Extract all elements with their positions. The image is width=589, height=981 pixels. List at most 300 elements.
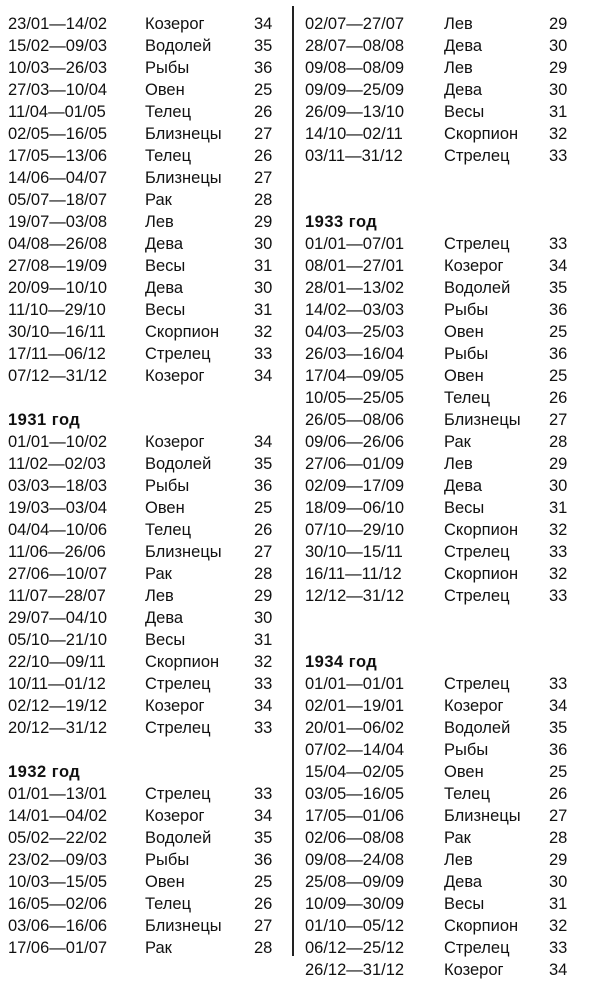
zodiac-sign: Козерог xyxy=(444,257,504,275)
sign-number: 34 xyxy=(549,961,568,979)
sign-number: 25 xyxy=(254,81,273,99)
zodiac-sign: Рыбы xyxy=(444,741,489,759)
zodiac-sign: Дева xyxy=(145,235,184,253)
sign-number: 27 xyxy=(254,169,273,187)
table-row xyxy=(8,673,280,695)
date-range: 27/08—19/09 xyxy=(8,257,108,275)
zodiac-sign: Водолей xyxy=(145,829,212,847)
table-row xyxy=(305,453,583,475)
zodiac-sign: Рак xyxy=(444,433,471,451)
row-spacer xyxy=(8,387,280,409)
zodiac-sign: Скорпион xyxy=(444,521,519,539)
date-range: 02/06—08/08 xyxy=(305,829,405,847)
zodiac-sign: Стрелец xyxy=(444,235,510,253)
zodiac-sign: Весы xyxy=(145,301,186,319)
date-range: 07/12—31/12 xyxy=(8,367,108,385)
table-row xyxy=(8,849,280,871)
date-range: 28/07—08/08 xyxy=(305,37,405,55)
sign-number: 31 xyxy=(254,257,273,275)
table-row xyxy=(8,123,280,145)
date-range: 05/07—18/07 xyxy=(8,191,108,209)
table-row xyxy=(305,695,583,717)
zodiac-sign: Рыбы xyxy=(444,301,489,319)
zodiac-sign: Близнецы xyxy=(444,411,521,429)
date-range: 11/02—02/03 xyxy=(8,455,106,473)
sign-number: 29 xyxy=(254,587,273,605)
date-range: 17/05—13/06 xyxy=(8,147,108,165)
sign-number: 34 xyxy=(549,257,568,275)
table-row xyxy=(305,783,583,805)
sign-number: 28 xyxy=(254,939,273,957)
column-divider xyxy=(292,6,294,956)
date-range: 15/02—09/03 xyxy=(8,37,108,55)
sign-number: 28 xyxy=(549,433,568,451)
table-row xyxy=(305,937,583,959)
sign-number: 26 xyxy=(549,389,568,407)
date-range: 20/09—10/10 xyxy=(8,279,108,297)
zodiac-sign: Лев xyxy=(444,59,473,77)
sign-number: 36 xyxy=(549,301,568,319)
date-range: 17/04—09/05 xyxy=(305,367,405,385)
date-range: 17/05—01/06 xyxy=(305,807,405,825)
table-row xyxy=(8,431,280,453)
date-range: 27/06—01/09 xyxy=(305,455,405,473)
table-row xyxy=(305,101,583,123)
date-range: 04/08—26/08 xyxy=(8,235,108,253)
date-range: 11/07—28/07 xyxy=(8,587,106,605)
zodiac-sign: Телец xyxy=(145,521,192,539)
sign-number: 33 xyxy=(254,785,273,803)
zodiac-sign: Козерог xyxy=(145,807,205,825)
sign-number: 26 xyxy=(254,895,273,913)
date-range: 17/06—01/07 xyxy=(8,939,108,957)
table-row xyxy=(305,519,583,541)
zodiac-sign: Овен xyxy=(145,499,185,517)
sign-number: 36 xyxy=(549,345,568,363)
date-range: 17/11—06/12 xyxy=(8,345,106,363)
row-spacer xyxy=(305,167,583,189)
table-row xyxy=(8,35,280,57)
zodiac-sign: Козерог xyxy=(145,15,205,33)
date-range: 10/03—26/03 xyxy=(8,59,108,77)
table-row xyxy=(305,387,583,409)
date-range: 14/01—04/02 xyxy=(8,807,108,825)
date-range: 30/10—15/11 xyxy=(305,543,403,561)
sign-number: 27 xyxy=(254,917,273,935)
table-row xyxy=(305,563,583,585)
zodiac-sign: Рыбы xyxy=(145,851,190,869)
table-row xyxy=(305,541,583,563)
row-spacer xyxy=(305,607,583,629)
date-range: 10/03—15/05 xyxy=(8,873,108,891)
date-range: 06/12—25/12 xyxy=(305,939,405,957)
zodiac-sign: Лев xyxy=(444,15,473,33)
sign-number: 31 xyxy=(549,895,568,913)
sign-number: 36 xyxy=(254,59,273,77)
date-range: 23/01—14/02 xyxy=(8,15,108,33)
table-row xyxy=(305,915,583,937)
table-row xyxy=(305,321,583,343)
date-range: 27/06—10/07 xyxy=(8,565,108,583)
table-row xyxy=(8,871,280,893)
sign-number: 36 xyxy=(254,851,273,869)
sign-number: 34 xyxy=(254,433,273,451)
date-range: 11/04—01/05 xyxy=(8,103,106,121)
sign-number: 30 xyxy=(254,609,273,627)
date-range: 10/05—25/05 xyxy=(305,389,405,407)
sign-number: 27 xyxy=(254,543,273,561)
zodiac-sign: Близнецы xyxy=(145,125,222,143)
date-range: 10/09—30/09 xyxy=(305,895,405,913)
table-row xyxy=(305,409,583,431)
table-row xyxy=(8,321,280,343)
sign-number: 26 xyxy=(254,103,273,121)
zodiac-sign: Стрелец xyxy=(444,587,510,605)
date-range: 04/04—10/06 xyxy=(8,521,108,539)
sign-number: 25 xyxy=(254,499,273,517)
zodiac-sign: Овен xyxy=(145,81,185,99)
left-column xyxy=(8,13,280,959)
table-row xyxy=(305,475,583,497)
table-row xyxy=(8,145,280,167)
table-row xyxy=(305,871,583,893)
year-heading: 1931 год xyxy=(8,411,81,429)
date-range: 20/01—06/02 xyxy=(305,719,405,737)
sign-number: 33 xyxy=(549,939,568,957)
table-row xyxy=(305,827,583,849)
sign-number: 26 xyxy=(254,521,273,539)
sign-number: 33 xyxy=(549,147,568,165)
table-row xyxy=(8,101,280,123)
table-row xyxy=(8,299,280,321)
date-range: 02/01—19/01 xyxy=(305,697,405,715)
table-row xyxy=(305,761,583,783)
sign-number: 30 xyxy=(254,235,273,253)
zodiac-sign: Весы xyxy=(444,499,485,517)
date-range: 02/09—17/09 xyxy=(305,477,405,495)
zodiac-sign: Стрелец xyxy=(444,147,510,165)
sign-number: 32 xyxy=(254,323,273,341)
table-row xyxy=(8,563,280,585)
zodiac-sign: Дева xyxy=(444,873,483,891)
zodiac-sign: Рак xyxy=(145,939,172,957)
table-row xyxy=(8,607,280,629)
date-range: 16/11—11/12 xyxy=(305,565,402,583)
zodiac-sign: Козерог xyxy=(444,961,504,979)
zodiac-sign: Стрелец xyxy=(145,675,211,693)
table-row xyxy=(8,585,280,607)
date-range: 04/03—25/03 xyxy=(305,323,405,341)
table-row xyxy=(305,145,583,167)
zodiac-sign: Телец xyxy=(444,389,491,407)
date-range: 28/01—13/02 xyxy=(305,279,405,297)
date-range: 16/05—02/06 xyxy=(8,895,108,913)
sign-number: 29 xyxy=(549,455,568,473)
zodiac-sign: Стрелец xyxy=(145,345,211,363)
zodiac-sign: Лев xyxy=(145,587,174,605)
zodiac-sign: Скорпион xyxy=(444,565,519,583)
zodiac-sign: Водолей xyxy=(145,455,212,473)
table-row xyxy=(8,695,280,717)
date-range: 01/01—07/01 xyxy=(305,235,405,253)
sign-number: 28 xyxy=(254,191,273,209)
table-row xyxy=(8,255,280,277)
date-range: 01/01—13/01 xyxy=(8,785,108,803)
table-row xyxy=(8,827,280,849)
zodiac-sign: Дева xyxy=(444,477,483,495)
date-range: 03/06—16/06 xyxy=(8,917,108,935)
zodiac-sign: Лев xyxy=(444,851,473,869)
table-row xyxy=(305,497,583,519)
zodiac-sign: Овен xyxy=(444,323,484,341)
date-range: 11/06—26/06 xyxy=(8,543,106,561)
zodiac-sign: Скорпион xyxy=(444,125,519,143)
zodiac-sign: Дева xyxy=(145,609,184,627)
year-heading: 1932 год xyxy=(8,763,81,781)
table-row xyxy=(305,79,583,101)
zodiac-sign: Козерог xyxy=(145,433,205,451)
zodiac-sign: Лев xyxy=(145,213,174,231)
table-row xyxy=(305,299,583,321)
zodiac-sign: Козерог xyxy=(145,697,205,715)
date-range: 01/10—05/12 xyxy=(305,917,405,935)
date-range: 05/02—22/02 xyxy=(8,829,108,847)
date-range: 11/10—29/10 xyxy=(8,301,106,319)
date-range: 19/03—03/04 xyxy=(8,499,108,517)
date-range: 29/07—04/10 xyxy=(8,609,108,627)
table-row xyxy=(305,893,583,915)
zodiac-sign: Козерог xyxy=(444,697,504,715)
zodiac-sign: Дева xyxy=(444,37,483,55)
date-range: 03/11—31/12 xyxy=(305,147,403,165)
sign-number: 26 xyxy=(549,785,568,803)
sign-number: 27 xyxy=(549,411,568,429)
zodiac-sign: Дева xyxy=(444,81,483,99)
sign-number: 33 xyxy=(254,345,273,363)
zodiac-sign: Дева xyxy=(145,279,184,297)
sign-number: 33 xyxy=(254,719,273,737)
zodiac-sign: Телец xyxy=(145,103,192,121)
date-range: 22/10—09/11 xyxy=(8,653,106,671)
sign-number: 28 xyxy=(254,565,273,583)
date-range: 01/01—10/02 xyxy=(8,433,108,451)
sign-number: 29 xyxy=(254,213,273,231)
date-range: 09/06—26/06 xyxy=(305,433,405,451)
table-row xyxy=(8,783,280,805)
date-range: 10/11—01/12 xyxy=(8,675,106,693)
date-range: 26/03—16/04 xyxy=(305,345,405,363)
table-row xyxy=(305,35,583,57)
zodiac-sign: Близнецы xyxy=(145,169,222,187)
date-range: 26/09—13/10 xyxy=(305,103,405,121)
sign-number: 35 xyxy=(549,279,568,297)
zodiac-sign: Скорпион xyxy=(444,917,519,935)
zodiac-sign: Стрелец xyxy=(145,719,211,737)
date-range: 26/12—31/12 xyxy=(305,961,405,979)
row-spacer xyxy=(305,629,583,651)
zodiac-sign: Овен xyxy=(145,873,185,891)
zodiac-sign: Овен xyxy=(444,763,484,781)
table-row xyxy=(305,57,583,79)
zodiac-sign: Лев xyxy=(444,455,473,473)
zodiac-sign: Скорпион xyxy=(145,653,220,671)
sign-number: 30 xyxy=(549,477,568,495)
table-row xyxy=(8,497,280,519)
sign-number: 25 xyxy=(549,323,568,341)
sign-number: 32 xyxy=(549,565,568,583)
date-range: 07/10—29/10 xyxy=(305,521,405,539)
zodiac-sign: Водолей xyxy=(444,719,511,737)
table-row xyxy=(8,79,280,101)
date-range: 02/05—16/05 xyxy=(8,125,108,143)
zodiac-sign: Весы xyxy=(145,257,186,275)
table-row xyxy=(8,453,280,475)
table-row xyxy=(8,893,280,915)
zodiac-sign: Близнецы xyxy=(145,917,222,935)
date-range: 02/07—27/07 xyxy=(305,15,405,33)
table-row xyxy=(8,915,280,937)
zodiac-sign: Рыбы xyxy=(444,345,489,363)
row-spacer xyxy=(8,739,280,761)
right-column xyxy=(305,13,583,981)
table-row xyxy=(305,959,583,981)
sign-number: 32 xyxy=(549,521,568,539)
table-row xyxy=(8,937,280,959)
sign-number: 34 xyxy=(254,15,273,33)
date-range: 20/12—31/12 xyxy=(8,719,108,737)
table-row xyxy=(305,233,583,255)
table-row xyxy=(305,13,583,35)
sign-number: 30 xyxy=(549,81,568,99)
table-row xyxy=(305,123,583,145)
sign-number: 25 xyxy=(549,367,568,385)
date-range: 09/08—24/08 xyxy=(305,851,405,869)
date-range: 14/10—02/11 xyxy=(305,125,403,143)
date-range: 09/09—25/09 xyxy=(305,81,405,99)
date-range: 15/04—02/05 xyxy=(305,763,405,781)
sign-number: 33 xyxy=(254,675,273,693)
date-range: 26/05—08/06 xyxy=(305,411,405,429)
table-row xyxy=(8,365,280,387)
sign-number: 31 xyxy=(254,301,273,319)
table-row xyxy=(8,805,280,827)
table-row xyxy=(8,475,280,497)
zodiac-sign: Скорпион xyxy=(145,323,220,341)
sign-number: 26 xyxy=(254,147,273,165)
zodiac-sign: Телец xyxy=(145,895,192,913)
table-row xyxy=(8,519,280,541)
date-range: 25/08—09/09 xyxy=(305,873,405,891)
sign-number: 32 xyxy=(254,653,273,671)
table-row xyxy=(8,541,280,563)
table-row xyxy=(8,57,280,79)
zodiac-sign: Весы xyxy=(145,631,186,649)
sign-number: 30 xyxy=(549,37,568,55)
sign-number: 31 xyxy=(549,499,568,517)
table-row xyxy=(8,717,280,739)
row-spacer xyxy=(305,189,583,211)
zodiac-sign: Стрелец xyxy=(444,543,510,561)
zodiac-sign: Близнецы xyxy=(145,543,222,561)
zodiac-sign: Стрелец xyxy=(145,785,211,803)
table-row xyxy=(8,343,280,365)
table-row xyxy=(305,431,583,453)
date-range: 03/03—18/03 xyxy=(8,477,108,495)
table-row xyxy=(305,585,583,607)
year-heading: 1934 год xyxy=(305,653,378,671)
sign-number: 31 xyxy=(254,631,273,649)
zodiac-sign: Овен xyxy=(444,367,484,385)
date-range: 14/02—03/03 xyxy=(305,301,405,319)
zodiac-sign: Рак xyxy=(145,191,172,209)
table-row xyxy=(8,651,280,673)
date-range: 23/02—09/03 xyxy=(8,851,108,869)
date-range: 18/09—06/10 xyxy=(305,499,405,517)
table-row xyxy=(305,739,583,761)
zodiac-sign: Близнецы xyxy=(444,807,521,825)
sign-number: 33 xyxy=(549,543,568,561)
table-row xyxy=(8,629,280,651)
sign-number: 29 xyxy=(549,59,568,77)
table-row xyxy=(305,343,583,365)
sign-number: 33 xyxy=(549,587,568,605)
sign-number: 30 xyxy=(254,279,273,297)
sign-number: 34 xyxy=(254,697,273,715)
table-row xyxy=(305,277,583,299)
sign-number: 35 xyxy=(254,829,273,847)
table-row xyxy=(8,233,280,255)
date-range: 12/12—31/12 xyxy=(305,587,405,605)
zodiac-sign: Стрелец xyxy=(444,939,510,957)
zodiac-sign: Рыбы xyxy=(145,477,190,495)
sign-number: 33 xyxy=(549,235,568,253)
zodiac-sign: Рыбы xyxy=(145,59,190,77)
date-range: 30/10—16/11 xyxy=(8,323,106,341)
sign-number: 33 xyxy=(549,675,568,693)
sign-number: 27 xyxy=(549,807,568,825)
sign-number: 28 xyxy=(549,829,568,847)
sign-number: 32 xyxy=(549,917,568,935)
sign-number: 35 xyxy=(549,719,568,737)
date-range: 05/10—21/10 xyxy=(8,631,108,649)
table-row xyxy=(8,13,280,35)
zodiac-sign: Телец xyxy=(145,147,192,165)
sign-number: 32 xyxy=(549,125,568,143)
sign-number: 34 xyxy=(254,807,273,825)
sign-number: 34 xyxy=(549,697,568,715)
zodiac-sign: Рак xyxy=(444,829,471,847)
date-range: 14/06—04/07 xyxy=(8,169,108,187)
date-range: 03/05—16/05 xyxy=(305,785,405,803)
table-row xyxy=(305,255,583,277)
date-range: 01/01—01/01 xyxy=(305,675,405,693)
zodiac-sign: Водолей xyxy=(145,37,212,55)
zodiac-sign: Стрелец xyxy=(444,675,510,693)
table-row xyxy=(8,167,280,189)
date-range: 27/03—10/04 xyxy=(8,81,108,99)
date-range: 19/07—03/08 xyxy=(8,213,108,231)
sign-number: 34 xyxy=(254,367,273,385)
table-row xyxy=(305,673,583,695)
sign-number: 25 xyxy=(549,763,568,781)
sign-number: 35 xyxy=(254,37,273,55)
sign-number: 36 xyxy=(254,477,273,495)
year-heading: 1933 год xyxy=(305,213,378,231)
sign-number: 36 xyxy=(549,741,568,759)
zodiac-sign: Водолей xyxy=(444,279,511,297)
sign-number: 35 xyxy=(254,455,273,473)
date-range: 02/12—19/12 xyxy=(8,697,108,715)
